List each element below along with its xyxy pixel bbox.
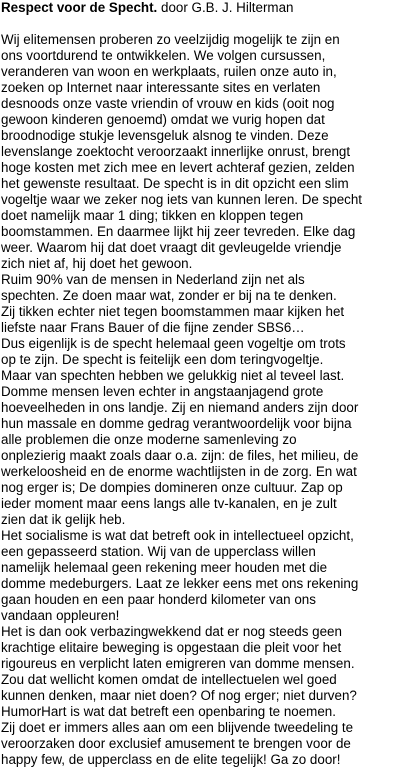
paragraph	[1, 528, 404, 624]
text-line: Dus eigenlijk is de specht helemaal geen vogeltje om trots	[1, 336, 346, 351]
header-spacer	[1, 16, 404, 32]
text-line: broodnodige stukje levensgeluk alsnog te vinden. Deze	[1, 128, 329, 143]
text-line: boomstammen. En daarmee lijkt hij zeer tevreden. Elke dag	[1, 224, 356, 239]
text-line: werkeloosheid en de enorme wachtlijsten in de zorg. En wat	[1, 464, 357, 479]
text-line: onplezierig maakt zoals daar o.a. zijn: de files, het milieu, de	[1, 448, 359, 463]
text-line: hoge kosten met zich mee en levert achteraf gezien, zelden	[1, 160, 355, 175]
text-line: hoeveelheden in ons landje. Zij en niemand anders zijn door	[1, 400, 359, 415]
article	[1, 0, 404, 768]
text-line: veranderen van woon en werkplaats, ruilen onze auto in,	[1, 64, 337, 79]
paragraph	[1, 272, 404, 528]
text-line: zich niet af, hij doet het gewoon.	[1, 256, 193, 271]
article-title: Respect voor de Specht.	[1, 0, 158, 15]
text-line: Het is dan ook verbazingwekkend dat er nog steeds geen	[1, 624, 342, 639]
text-line: rigoureus en verplicht laten emigreren van domme mensen.	[1, 656, 355, 671]
paragraph	[1, 32, 404, 272]
text-line: het gewenste resultaat. De specht is in dit opzicht een slim	[1, 176, 349, 191]
article-byline: door G.B. J. Hilterman	[161, 0, 294, 15]
text-line: liefste naar Frans Bauer of die fijne zender SBS6…	[1, 320, 305, 335]
article-header	[1, 0, 404, 16]
text-line: weer. Waarom hij dat doet vraagt dit gevleugelde vriendje	[1, 240, 342, 255]
text-line: namelijk helemaal geen rekening meer houden met die	[1, 560, 328, 575]
text-line: levenslange zoektocht veroorzaakt innerlijke onrust, brengt	[1, 144, 351, 159]
article-body	[1, 32, 404, 768]
text-line: veroorzaken door exclusief amusement te brengen voor de	[1, 736, 351, 751]
text-line: gaan houden en een paar honderd kilometer van ons	[1, 592, 316, 607]
text-line: alle problemen die onze moderne samenleving zo	[1, 432, 297, 447]
text-line: ieder moment maar eens langs alle tv-kanalen, en je zult	[1, 496, 337, 511]
text-line: vandaan oppleuren!	[1, 608, 120, 623]
text-line: Wij elitemensen proberen zo veelzijdig mogelijk te zijn en	[1, 32, 340, 47]
text-line: doet namelijk maar 1 ding; tikken en kloppen tegen	[1, 208, 304, 223]
text-line: een gepasseerd station. Wij van de upperclass willen	[1, 544, 316, 559]
text-line: Zij tikken echter niet tegen boomstammen maar kijken het	[1, 304, 345, 319]
text-line: desnoods onze vaste vriendin of vrouw en kids (ooit nog	[1, 96, 335, 111]
text-line: krachtige elitaire beweging is opgestaan die pleit voor het	[1, 640, 342, 655]
text-line: op te zijn. De specht is feitelijk een dom teringvogeltje.	[1, 352, 324, 367]
text-line: hun massale en domme gedrag verantwoordelijk voor bijna	[1, 416, 352, 431]
text-line: domme medeburgers. Laat ze lekker eens met ons rekening	[1, 576, 359, 591]
text-line: zien dat ik gelijk heb.	[1, 512, 126, 527]
text-line: kunnen denken, maar niet doen? Of nog erger; niet durven?	[1, 688, 357, 703]
text-line: happy few, de upperclass en de elite tegelijk! Ga zo door!	[1, 752, 341, 767]
text-line: Zij doet er immers alles aan om een blijvende tweedeling te	[1, 720, 354, 735]
text-line: zoeken op Internet naar interessante sites en verlaten	[1, 80, 321, 95]
text-line: vogeltje waar we zeker nog iets van kunnen leren. De specht	[1, 192, 363, 207]
text-line: Het socialisme is wat dat betreft ook in intellectueel opzicht,	[1, 528, 354, 543]
text-line: Ruim 90% van de mensen in Nederland zijn net als	[1, 272, 305, 287]
text-line: ons voortdurend te ontwikkelen. We volgen cursussen,	[1, 48, 326, 63]
text-line: gewoon kinderen genoemd) omdat we vurig hopen dat	[1, 112, 325, 127]
paragraph	[1, 624, 404, 768]
text-line: nog erger is; De dompies domineren onze cultuur. Zap op	[1, 480, 343, 495]
text-line: Domme mensen leven echter in angstaanjagend grote	[1, 384, 324, 399]
text-line: spechten. Ze doen maar wat, zonder er bij na te denken.	[1, 288, 337, 303]
text-line: HumorHart is wat dat betreft een openbaring te noemen.	[1, 704, 336, 719]
text-line: Maar van spechten hebben we gelukkig niet al teveel last.	[1, 368, 345, 383]
text-line: Zou dat wellicht komen omdat de intellectuelen wel goed	[1, 672, 337, 687]
